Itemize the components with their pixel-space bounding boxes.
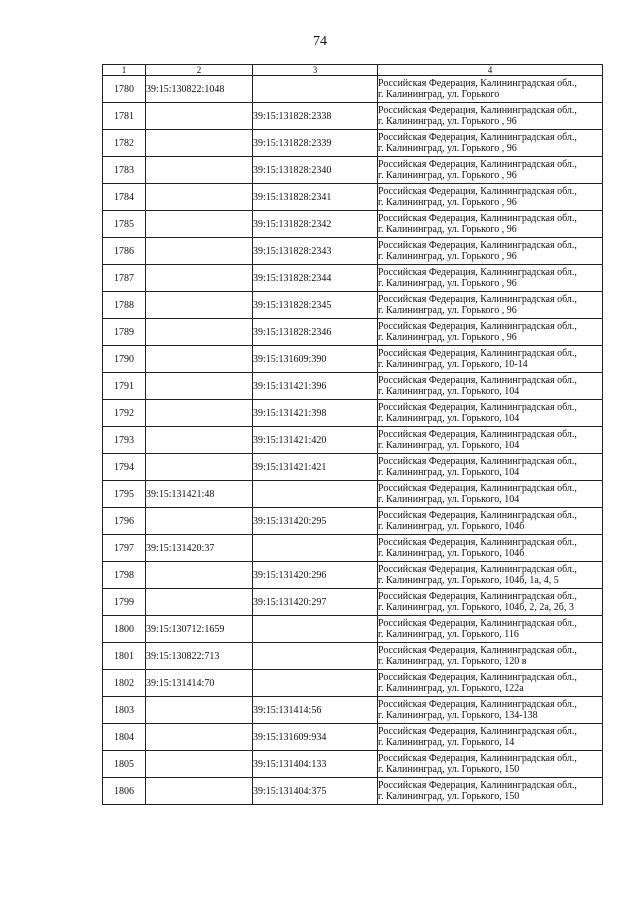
- row-number: 1790: [103, 346, 146, 373]
- cadastral-number-land: [146, 373, 253, 400]
- address-line-1: Российская Федерация, Калининградская обл.,: [378, 186, 577, 197]
- table-row: [103, 778, 603, 805]
- address-cell: [378, 535, 603, 562]
- table-row: [103, 211, 603, 238]
- table-row: [103, 562, 603, 589]
- header-col-4: 4: [378, 65, 603, 76]
- cadastral-number-object: 39:15:131420:297: [253, 589, 378, 616]
- address-line-1: Российская Федерация, Калининградская обл.,: [378, 321, 577, 332]
- address-line-2: г. Калининград, ул. Горького, 104б, 2, 2а, 2б, 3: [378, 602, 574, 613]
- page-number: 74: [313, 34, 327, 49]
- table-header: [103, 65, 603, 76]
- table-row: [103, 616, 603, 643]
- address-cell: [378, 76, 603, 103]
- row-number: 1788: [103, 292, 146, 319]
- cadastral-number-land: [146, 238, 253, 265]
- address-cell: [378, 400, 603, 427]
- table-row: [103, 184, 603, 211]
- address-line-2: г. Калининград, ул. Горького, 150: [378, 764, 520, 775]
- address-line-2: г. Калининград, ул. Горького, 104б, 1а, 4, 5: [378, 575, 559, 586]
- header-col-2: 2: [146, 65, 253, 76]
- address-cell: [378, 319, 603, 346]
- cadastral-number-land: [146, 697, 253, 724]
- address-line-1: Российская Федерация, Калининградская обл.,: [378, 105, 577, 116]
- cadastral-number-land: [146, 724, 253, 751]
- table-row: [103, 373, 603, 400]
- row-number: 1794: [103, 454, 146, 481]
- cadastral-number-land: [146, 400, 253, 427]
- address-cell: [378, 751, 603, 778]
- registry-table: [102, 64, 603, 805]
- address-cell: [378, 130, 603, 157]
- cadastral-number-object: [253, 76, 378, 103]
- header-row: [103, 65, 603, 76]
- address-line-2: г. Калининград, ул. Горького, 14: [378, 737, 515, 748]
- cadastral-number-land: [146, 589, 253, 616]
- table-row: [103, 535, 603, 562]
- address-cell: [378, 589, 603, 616]
- address-line-2: г. Калининград, ул. Горького, 104: [378, 413, 520, 424]
- address-line-1: Российская Федерация, Калининградская обл.,: [378, 591, 577, 602]
- cadastral-number-land: [146, 103, 253, 130]
- address-cell: [378, 211, 603, 238]
- cadastral-number-object: 39:15:131421:420: [253, 427, 378, 454]
- address-line-1: Российская Федерация, Калининградская обл.,: [378, 429, 577, 440]
- row-number: 1782: [103, 130, 146, 157]
- table-row: [103, 346, 603, 373]
- address-line-1: Российская Федерация, Калининградская обл.,: [378, 213, 577, 224]
- address-line-1: Российская Федерация, Калининградская обл.,: [378, 699, 577, 710]
- cadastral-number-object: 39:15:131828:2345: [253, 292, 378, 319]
- address-line-2: г. Калининград, ул. Горького , 96: [378, 332, 517, 343]
- table-row: [103, 319, 603, 346]
- table-row: [103, 697, 603, 724]
- row-number: 1789: [103, 319, 146, 346]
- cadastral-number-object: [253, 670, 378, 697]
- table-body: [103, 76, 603, 805]
- row-number: 1784: [103, 184, 146, 211]
- row-number: 1783: [103, 157, 146, 184]
- address-line-1: Российская Федерация, Калининградская обл.,: [378, 375, 577, 386]
- address-line-2: г. Калининград, ул. Горького , 96: [378, 143, 517, 154]
- cadastral-number-land: 39:15:131414:70: [146, 670, 253, 697]
- address-cell: [378, 238, 603, 265]
- cadastral-number-object: 39:15:131828:2342: [253, 211, 378, 238]
- address-line-1: Российская Федерация, Калининградская обл.,: [378, 483, 577, 494]
- cadastral-number-land: 39:15:131420:37: [146, 535, 253, 562]
- cadastral-number-land: [146, 562, 253, 589]
- cadastral-number-object: 39:15:131828:2343: [253, 238, 378, 265]
- address-line-1: Российская Федерация, Калининградская обл.,: [378, 564, 577, 575]
- address-line-1: Российская Федерация, Калининградская обл.,: [378, 780, 577, 791]
- address-line-1: Российская Федерация, Калининградская обл.,: [378, 456, 577, 467]
- table-row: [103, 589, 603, 616]
- table-row: [103, 238, 603, 265]
- row-number: 1803: [103, 697, 146, 724]
- table-row: [103, 508, 603, 535]
- table-row: [103, 130, 603, 157]
- address-line-2: г. Калининград, ул. Горького, 104: [378, 386, 520, 397]
- cadastral-number-object: 39:15:131828:2340: [253, 157, 378, 184]
- cadastral-number-object: [253, 643, 378, 670]
- row-number: 1798: [103, 562, 146, 589]
- cadastral-number-land: [146, 778, 253, 805]
- row-number: 1799: [103, 589, 146, 616]
- address-line-2: г. Калининград, ул. Горького , 96: [378, 170, 517, 181]
- address-line-2: г. Калининград, ул. Горького, 122а: [378, 683, 524, 694]
- address-line-2: г. Калининград, ул. Горького, 10-14: [378, 359, 528, 370]
- cadastral-number-land: [146, 319, 253, 346]
- address-line-1: Российская Федерация, Калининградская обл.,: [378, 645, 577, 656]
- cadastral-number-object: 39:15:131828:2341: [253, 184, 378, 211]
- address-cell: [378, 697, 603, 724]
- address-cell: [378, 616, 603, 643]
- table-row: [103, 670, 603, 697]
- cadastral-number-land: 39:15:130712:1659: [146, 616, 253, 643]
- address-cell: [378, 265, 603, 292]
- cadastral-number-land: [146, 292, 253, 319]
- address-cell: [378, 643, 603, 670]
- address-line-1: Российская Федерация, Калининградская обл.,: [378, 537, 577, 548]
- address-line-2: г. Калининград, ул. Горького , 96: [378, 278, 517, 289]
- table-row: [103, 724, 603, 751]
- table-row: [103, 751, 603, 778]
- row-number: 1787: [103, 265, 146, 292]
- address-line-1: Российская Федерация, Калининградская обл.,: [378, 618, 577, 629]
- address-line-2: г. Калининград, ул. Горького, 104б: [378, 548, 525, 559]
- address-line-2: г. Калининград, ул. Горького, 120 в: [378, 656, 527, 667]
- row-number: 1780: [103, 76, 146, 103]
- row-number: 1781: [103, 103, 146, 130]
- row-number: 1792: [103, 400, 146, 427]
- cadastral-number-land: 39:15:131421:48: [146, 481, 253, 508]
- table-row: [103, 76, 603, 103]
- address-line-2: г. Калининград, ул. Горького, 104б: [378, 521, 525, 532]
- address-line-1: Российская Федерация, Калининградская обл.,: [378, 267, 577, 278]
- table-row: [103, 103, 603, 130]
- cadastral-number-object: 39:15:131414:56: [253, 697, 378, 724]
- address-line-2: г. Калининград, ул. Горького, 150: [378, 791, 520, 802]
- row-number: 1785: [103, 211, 146, 238]
- address-line-2: г. Калининград, ул. Горького, 134-138: [378, 710, 538, 721]
- cadastral-number-object: 39:15:131609:390: [253, 346, 378, 373]
- cadastral-number-object: [253, 616, 378, 643]
- row-number: 1804: [103, 724, 146, 751]
- row-number: 1806: [103, 778, 146, 805]
- row-number: 1805: [103, 751, 146, 778]
- cadastral-number-object: [253, 535, 378, 562]
- table-row: [103, 454, 603, 481]
- cadastral-number-land: [146, 184, 253, 211]
- address-cell: [378, 292, 603, 319]
- cadastral-number-object: 39:15:131404:375: [253, 778, 378, 805]
- table-row: [103, 481, 603, 508]
- cadastral-number-object: 39:15:131609:934: [253, 724, 378, 751]
- cadastral-number-land: 39:15:130822:713: [146, 643, 253, 670]
- table-row: [103, 427, 603, 454]
- address-cell: [378, 184, 603, 211]
- table-row: [103, 643, 603, 670]
- cadastral-number-object: 39:15:131404:133: [253, 751, 378, 778]
- address-cell: [378, 427, 603, 454]
- address-line-2: г. Калининград, ул. Горького , 96: [378, 224, 517, 235]
- cadastral-number-land: [146, 751, 253, 778]
- address-line-1: Российская Федерация, Калининградская обл.,: [378, 510, 577, 521]
- address-line-1: Российская Федерация, Калининградская обл.,: [378, 159, 577, 170]
- cadastral-number-object: [253, 481, 378, 508]
- row-number: 1801: [103, 643, 146, 670]
- address-line-2: г. Калининград, ул. Горького, 104: [378, 494, 520, 505]
- address-line-1: Российская Федерация, Калининградская обл.,: [378, 672, 577, 683]
- address-cell: [378, 103, 603, 130]
- cadastral-number-land: [146, 346, 253, 373]
- row-number: 1793: [103, 427, 146, 454]
- cadastral-number-object: 39:15:131828:2346: [253, 319, 378, 346]
- address-line-1: Российская Федерация, Калининградская обл.,: [378, 753, 577, 764]
- address-line-1: Российская Федерация, Калининградская обл.,: [378, 402, 577, 413]
- address-line-2: г. Калининград, ул. Горького, 104: [378, 440, 520, 451]
- address-line-2: г. Калининград, ул. Горького: [378, 89, 500, 100]
- row-number: 1796: [103, 508, 146, 535]
- cadastral-number-land: [146, 265, 253, 292]
- address-line-2: г. Калининград, ул. Горького, 104: [378, 467, 520, 478]
- address-cell: [378, 346, 603, 373]
- header-col-1: 1: [103, 65, 146, 76]
- address-line-1: Российская Федерация, Калининградская обл.,: [378, 132, 577, 143]
- row-number: 1802: [103, 670, 146, 697]
- address-line-1: Российская Федерация, Калининградская обл.,: [378, 78, 577, 89]
- cadastral-number-land: [146, 454, 253, 481]
- row-number: 1786: [103, 238, 146, 265]
- cadastral-number-object: 39:15:131421:396: [253, 373, 378, 400]
- row-number: 1797: [103, 535, 146, 562]
- address-cell: [378, 454, 603, 481]
- address-line-2: г. Калининград, ул. Горького, 116: [378, 629, 519, 640]
- address-cell: [378, 373, 603, 400]
- row-number: 1791: [103, 373, 146, 400]
- address-line-1: Российская Федерация, Калининградская обл.,: [378, 348, 577, 359]
- table-row: [103, 265, 603, 292]
- row-number: 1795: [103, 481, 146, 508]
- cadastral-number-land: [146, 211, 253, 238]
- cadastral-number-object: 39:15:131421:398: [253, 400, 378, 427]
- cadastral-number-object: 39:15:131828:2339: [253, 130, 378, 157]
- cadastral-number-object: 39:15:131420:296: [253, 562, 378, 589]
- table-row: [103, 400, 603, 427]
- address-cell: [378, 481, 603, 508]
- address-line-1: Российская Федерация, Калининградская обл.,: [378, 294, 577, 305]
- cadastral-number-land: [146, 427, 253, 454]
- address-cell: [378, 562, 603, 589]
- address-cell: [378, 724, 603, 751]
- table-row: [103, 292, 603, 319]
- cadastral-number-land: [146, 157, 253, 184]
- address-line-1: Российская Федерация, Калининградская обл.,: [378, 726, 577, 737]
- address-line-1: Российская Федерация, Калининградская обл.,: [378, 240, 577, 251]
- address-line-2: г. Калининград, ул. Горького , 96: [378, 305, 517, 316]
- cadastral-number-land: [146, 130, 253, 157]
- address-line-2: г. Калининград, ул. Горького , 96: [378, 116, 517, 127]
- address-line-2: г. Калининград, ул. Горького , 96: [378, 251, 517, 262]
- cadastral-number-object: 39:15:131828:2338: [253, 103, 378, 130]
- cadastral-number-object: 39:15:131420:295: [253, 508, 378, 535]
- address-cell: [378, 157, 603, 184]
- address-line-2: г. Калининград, ул. Горького , 96: [378, 197, 517, 208]
- row-number: 1800: [103, 616, 146, 643]
- cadastral-number-land: [146, 508, 253, 535]
- cadastral-number-object: 39:15:131421:421: [253, 454, 378, 481]
- address-cell: [378, 508, 603, 535]
- address-cell: [378, 670, 603, 697]
- header-col-3: 3: [253, 65, 378, 76]
- address-cell: [378, 778, 603, 805]
- cadastral-number-land: 39:15:130822:1048: [146, 76, 253, 103]
- cadastral-number-object: 39:15:131828:2344: [253, 265, 378, 292]
- table-row: [103, 157, 603, 184]
